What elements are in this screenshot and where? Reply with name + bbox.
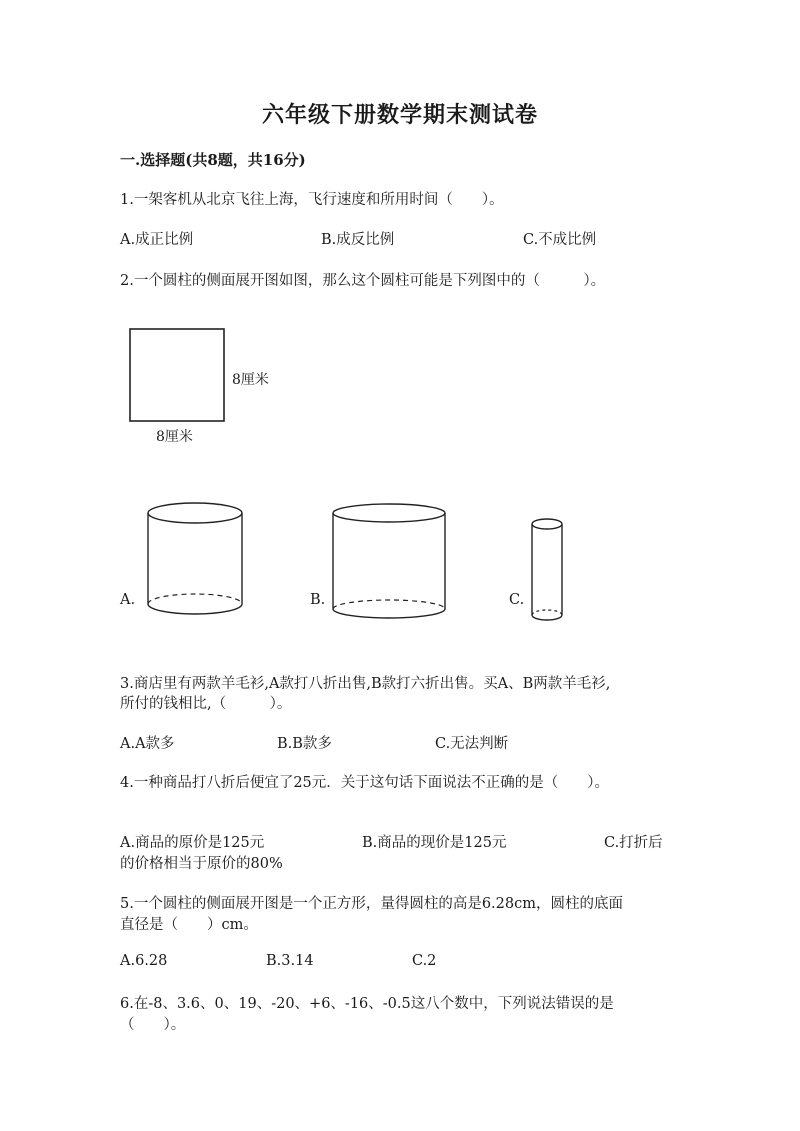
q4-option-c: C.打折后 [604,835,663,851]
q3-option-a: A.A款多 [120,736,175,752]
square-side-label: 8厘米 [232,372,269,388]
question-3-line1: 3.商店里有两款羊毛衫,A款打八折出售,B款打六折出售。买A、B两款羊毛衫, [120,676,611,692]
question-6-line2: （ ）。 [120,1017,186,1033]
square-net [130,329,224,421]
q5-option-a: A.6.28 [120,953,168,969]
cylinder-b [333,504,445,618]
square-bottom-label: 8厘米 [156,429,193,445]
question-6-line1: 6.在-8、3.6、0、19、-20、+6、-16、-0.5这八个数中，下列说法错误的是 [120,996,614,1012]
q5-option-b: B.3.14 [266,953,314,969]
page-title: 六年级下册数学期末测试卷 [261,102,538,128]
cylinder-a [148,503,242,614]
q5-option-c: C.2 [412,953,437,969]
q4-option-c-continued: 的价格相当于原价的80% [120,856,283,872]
question-2: 2.一个圆柱的侧面展开图如图，那么这个圆柱可能是下列图中的（ ）。 [120,273,606,289]
q4-option-b: B.商品的现价是125元 [362,835,507,851]
q2-option-c-label: C. [509,592,525,608]
q1-option-a: A.成正比例 [120,232,194,248]
q1-option-b: B.成反比例 [321,232,395,248]
section-heading: 一.选择题(共8题，共16分) [120,151,306,169]
q4-option-a: A.商品的原价是125元 [120,835,265,851]
q3-option-b: B.B款多 [277,736,332,752]
q1-option-c: C.不成比例 [523,232,597,248]
q2-option-a-label: A. [120,592,136,608]
cylinder-c [532,519,562,620]
q3-option-c: C.无法判断 [435,736,509,752]
question-3-line2: 所付的钱相比,（ ）。 [120,696,292,712]
question-5-line2: 直径是（ ）cm。 [120,917,258,933]
q2-option-b-label: B. [310,592,326,608]
question-4: 4.一种商品打八折后便宜了25元．关于这句话下面说法不正确的是（ ）。 [120,775,610,791]
question-5-line1: 5.一个圆柱的侧面展开图是一个正方形，量得圆柱的高是6.28cm，圆柱的底面 [120,896,623,912]
question-1: 1.一架客机从北京飞往上海，飞行速度和所用时间（ ）。 [120,192,504,208]
